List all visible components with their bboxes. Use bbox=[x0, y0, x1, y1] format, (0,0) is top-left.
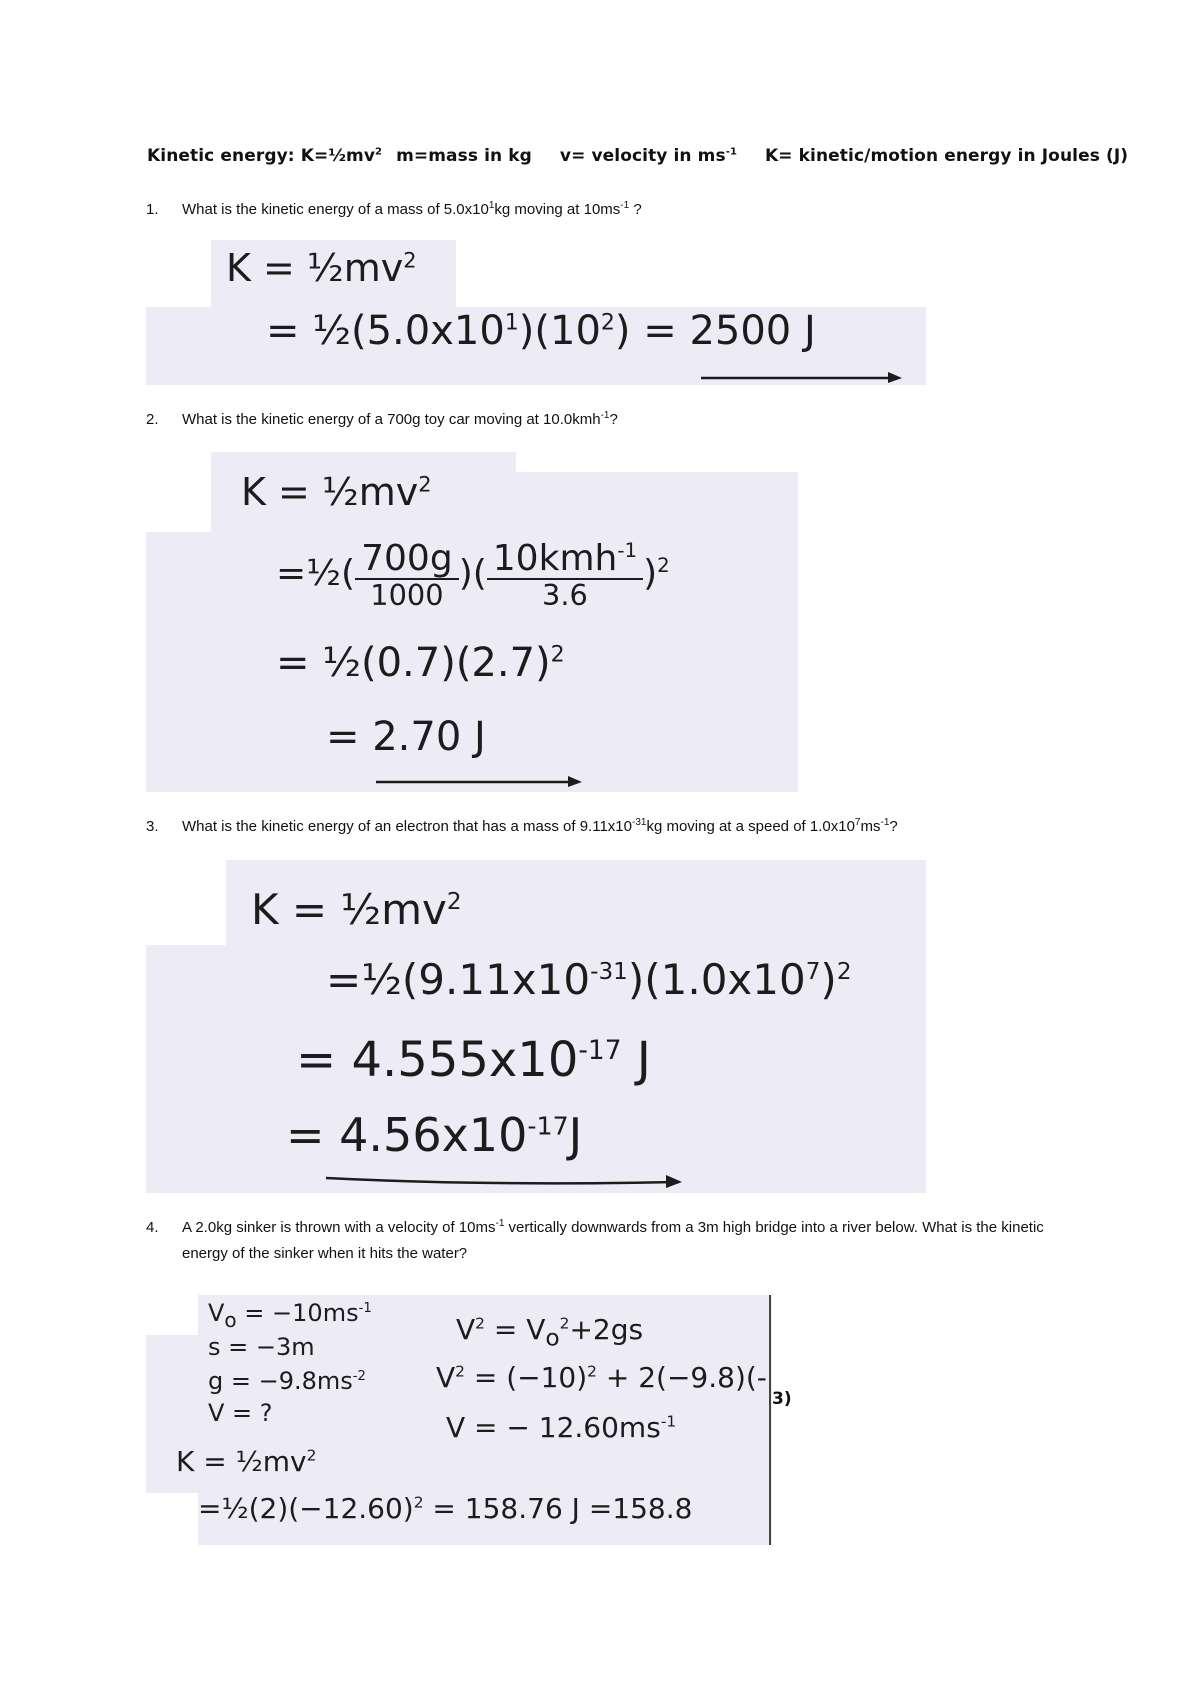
question-text bbox=[182, 407, 618, 433]
hw-text: = 4.555x10 bbox=[296, 1032, 579, 1088]
hw-exp: 2 bbox=[836, 959, 852, 985]
hw-text: = (−10) bbox=[464, 1361, 588, 1394]
hw-text: )(1.0x10 bbox=[627, 955, 806, 1004]
question-2 bbox=[146, 407, 618, 433]
q-exp: -31 bbox=[631, 817, 647, 828]
hw-text: 10kmh bbox=[492, 538, 618, 579]
q-text: ? bbox=[889, 818, 898, 835]
answer-1-scan bbox=[146, 240, 926, 385]
hw-exp: 2 bbox=[657, 554, 670, 578]
hw-text: = V bbox=[484, 1313, 546, 1346]
q-exp: -1 bbox=[495, 1218, 505, 1229]
kinetic-label: Kinetic energy: K=½mv bbox=[147, 146, 376, 166]
question-number: 1. bbox=[146, 201, 159, 218]
hw-exp: 2 bbox=[403, 248, 417, 273]
hw-text: K = ½mv bbox=[251, 885, 447, 934]
q-text: ? bbox=[609, 411, 618, 428]
mass-definition: m=mass in kg bbox=[396, 146, 532, 166]
underline-arrow bbox=[146, 452, 798, 792]
hw-exp: -31 bbox=[590, 959, 628, 985]
hw-text: g = −9.8ms bbox=[208, 1367, 353, 1395]
hw-text: = ½(5.0x10 bbox=[266, 308, 505, 354]
hw-text: J bbox=[568, 1108, 583, 1162]
q-text: kg moving at a speed of 1.0x10 bbox=[646, 818, 855, 835]
answer-4-given-displacement: s = −3m bbox=[208, 1333, 315, 1361]
underline-arrow bbox=[146, 860, 926, 1193]
answer-4-scan bbox=[146, 1295, 772, 1545]
underline-arrow bbox=[146, 240, 926, 385]
hw-exp: 2 bbox=[418, 472, 432, 497]
hw-exp: 2 bbox=[455, 1362, 465, 1381]
hw-exp: -17 bbox=[578, 1035, 622, 1066]
answer-2-scan bbox=[146, 452, 798, 792]
formula-heading bbox=[147, 146, 1147, 166]
hw-text: )(10 bbox=[518, 308, 601, 354]
hw-exp: 2 bbox=[550, 642, 565, 668]
hw-text: = 4.56x10 bbox=[286, 1108, 528, 1162]
q-text: What is the kinetic energy of an electron that has a mass of 9.11x10 bbox=[182, 818, 632, 835]
velocity-exp: -1 bbox=[725, 146, 737, 158]
q-text: What is the kinetic energy of a 700g toy car moving at 10.0kmh bbox=[182, 411, 601, 428]
hw-exp: -17 bbox=[527, 1111, 569, 1141]
q-exp: 1 bbox=[488, 200, 495, 211]
hw-exp: 2 bbox=[475, 1314, 485, 1333]
hw-text: = 158.76 J =158.8 bbox=[423, 1492, 693, 1525]
q-text: What is the kinetic energy of a mass of 5.0x10 bbox=[182, 201, 489, 218]
hw-text: K = ½mv bbox=[241, 470, 419, 514]
hw-text: K = ½mv bbox=[226, 246, 404, 290]
q-exp: -1 bbox=[620, 200, 630, 211]
velocity-label: v= velocity in ms bbox=[559, 146, 726, 166]
hw-exp: 2 bbox=[600, 310, 615, 336]
velocity-definition bbox=[560, 146, 737, 166]
hw-exp: 7 bbox=[805, 959, 821, 985]
answer-4-unknown: V = ? bbox=[208, 1399, 273, 1427]
q-exp: -1 bbox=[880, 817, 890, 828]
hw-text: V bbox=[436, 1361, 456, 1394]
hw-text: J bbox=[621, 1032, 651, 1088]
hw-exp: -2 bbox=[352, 1369, 366, 1384]
hw-text: )( bbox=[458, 553, 487, 595]
hw-text: V = − 12.60ms bbox=[446, 1411, 661, 1444]
frac-bottom: 3.6 bbox=[542, 577, 588, 612]
hw-exp: -1 bbox=[660, 1412, 677, 1431]
q-text: ms bbox=[860, 818, 881, 835]
question-4 bbox=[146, 1215, 1062, 1267]
frac-top: 700g bbox=[355, 540, 459, 580]
hw-exp: -1 bbox=[617, 539, 638, 562]
hw-text: =½( bbox=[276, 553, 356, 595]
hw-text: =½(9.11x10 bbox=[326, 955, 591, 1004]
hw-text: V bbox=[208, 1299, 225, 1327]
question-text bbox=[182, 1215, 1062, 1267]
hw-exp: 2 bbox=[446, 889, 462, 915]
answer-2-line-4: = 2.70 J bbox=[326, 714, 486, 760]
q-text: A 2.0kg sinker is thrown with a velocity of 10ms bbox=[182, 1219, 496, 1236]
hw-text: = −10ms bbox=[236, 1299, 359, 1327]
continuation-tag: 3) bbox=[772, 1389, 792, 1409]
hw-text: K = ½mv bbox=[176, 1445, 307, 1478]
hw-exp: 2 bbox=[559, 1314, 570, 1333]
hw-exp: -1 bbox=[358, 1301, 372, 1316]
kinetic-exp: 2 bbox=[375, 146, 383, 158]
hw-exp: 1 bbox=[504, 310, 519, 336]
question-number: 4. bbox=[146, 1219, 159, 1236]
kinetic-definition: K= kinetic/motion energy in Joules (J) bbox=[765, 146, 1129, 166]
q-text: vertically downwards from a 3m high bridge into a river below. What is the kinetic energy of the sinker when it hits the water? bbox=[182, 1219, 1044, 1262]
hw-text: V bbox=[456, 1313, 476, 1346]
question-number: 3. bbox=[146, 818, 159, 835]
hw-text: +2gs bbox=[569, 1313, 644, 1346]
q-text: ? bbox=[629, 201, 642, 218]
q-exp: 7 bbox=[854, 817, 861, 828]
question-text bbox=[182, 814, 898, 840]
hw-sub: o bbox=[224, 1307, 237, 1332]
question-1 bbox=[146, 197, 642, 223]
hw-text: =½(2)(−12.60) bbox=[198, 1492, 414, 1525]
question-text bbox=[182, 197, 642, 223]
q-exp: -1 bbox=[600, 410, 610, 421]
frac-bottom: 1000 bbox=[370, 577, 444, 612]
hw-text: ) bbox=[643, 553, 658, 595]
hw-text: = ½(0.7)(2.7) bbox=[276, 640, 551, 686]
scan-edge bbox=[146, 1295, 772, 1545]
question-number: 2. bbox=[146, 411, 159, 428]
hw-sub: o bbox=[545, 1323, 560, 1352]
q-text: kg moving at 10ms bbox=[494, 201, 621, 218]
hw-exp: 2 bbox=[306, 1446, 317, 1465]
kinetic-energy-formula bbox=[147, 146, 382, 166]
hw-text: ) bbox=[820, 955, 837, 1004]
answer-3-scan bbox=[146, 860, 926, 1193]
hw-exp: 2 bbox=[413, 1493, 424, 1512]
hw-text: ) = 2500 J bbox=[614, 308, 816, 354]
question-3 bbox=[146, 814, 898, 840]
hw-exp: 2 bbox=[587, 1362, 597, 1381]
hw-text: + 2(−9.8)(- bbox=[596, 1361, 767, 1394]
